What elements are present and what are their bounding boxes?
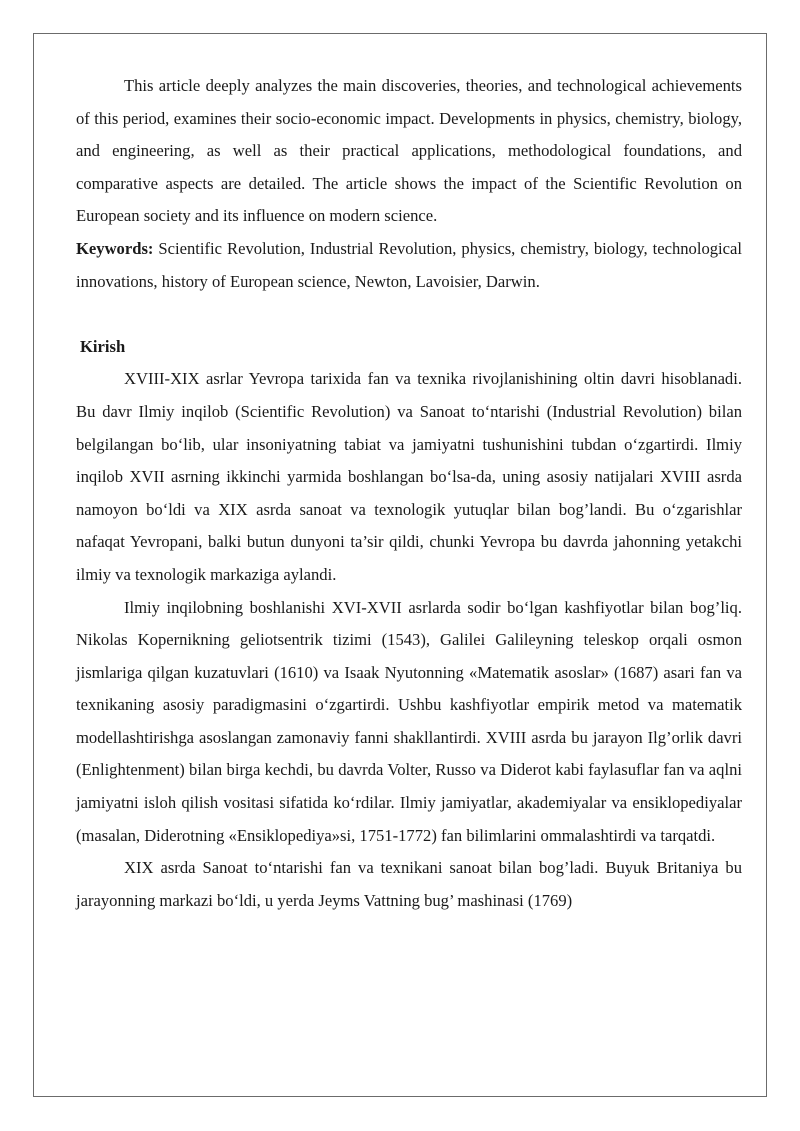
section-heading: Kirish <box>80 336 126 356</box>
keywords-paragraph <box>76 233 742 298</box>
keywords-text: Scientific Revolution, Industrial Revolution, physics, chemistry, biology, technological innovations, history of European science, Newton, Lavoisier, Darwin. <box>76 238 742 291</box>
keywords-label: Keywords: <box>76 238 154 258</box>
body-paragraph-2: Ilmiy inqilobning boshlanishi XVI-XVII asrlarda sodir bo‘lgan kashfiyotlar bilan bog’liq. Nikolas Kopernikning geliotsentrik tizimi (1543), Galilei Galileyning teleskop orqali osmon jismlariga qilgan kuzatuvlari (1610) va Isaak Nyutonning «Matematik asoslar» (1687) asari fan va texnikaning asosiy paradigmasini o‘zgartirdi. Ushbu kashfiyotlar empirik metod va matematik modellashtirishga asoslangan zamonaviy fanni shakllantirdi. XVIII asrda bu jarayon Ilg’orlik davri (Enlightenment) bilan birga kechdi, bu davrda Volter, Russo va Diderot kabi faylasuflar fan va aqlni jamiyatni isloh qilish vositasi sifatida ko‘rdilar. Ilmiy jamiyatlar, akademiyalar va ensiklopediyalar (masalan, Diderotning «Ensiklopediya»si, 1751-1772) fan bilimlarini ommalashtirdi va tarqatdi. <box>76 597 742 845</box>
body-paragraph-3: XIX asrda Sanoat to‘ntarishi fan va texnikani sanoat bilan bog’ladi. Buyuk Britaniya bu jarayonning markazi bo‘ldi, u yerda Jeyms Vattning bug’ mashinasi (1769) <box>76 858 742 910</box>
body-paragraph-1: XVIII-XIX asrlar Yevropa tarixida fan va texnika rivojlanishining oltin davri hisoblanadi. Bu davr Ilmiy inqilob (Scientific Revolution) va Sanoat to‘ntarishi (Industrial Revolution) bilan belgilangan bo‘lib, ular insoniyatning tabiat va jamiyatni tushunishini tubdan o‘zgartirdi. Ilmiy inqilob XVII asrning ikkinchi yarmida boshlangan bo‘lsa-da, uning asosiy natijalari XVIII asrda namoyon bo‘ldi va XIX asrda sanoat va texnologik yutuqlar bilan bog’landi. Bu o‘zgarishlar nafaqat Yevropani, balki butun dunyoni ta’sir qildi, chunki Yevropa bu davrda jahonning yetakchi ilmiy va texnologik markaziga aylandi. <box>76 369 742 584</box>
abstract-paragraph: This article deeply analyzes the main discoveries, theories, and technological achievements of this period, examines their socio-economic impact. Developments in physics, chemistry, biology, and engineering, as well as their practical applications, methodological foundations, and comparative aspects are detailed. The article shows the impact of the Scientific Revolution on European society and its influence on modern science. <box>76 76 742 226</box>
document-body <box>76 70 742 917</box>
section-spacer <box>76 298 742 331</box>
